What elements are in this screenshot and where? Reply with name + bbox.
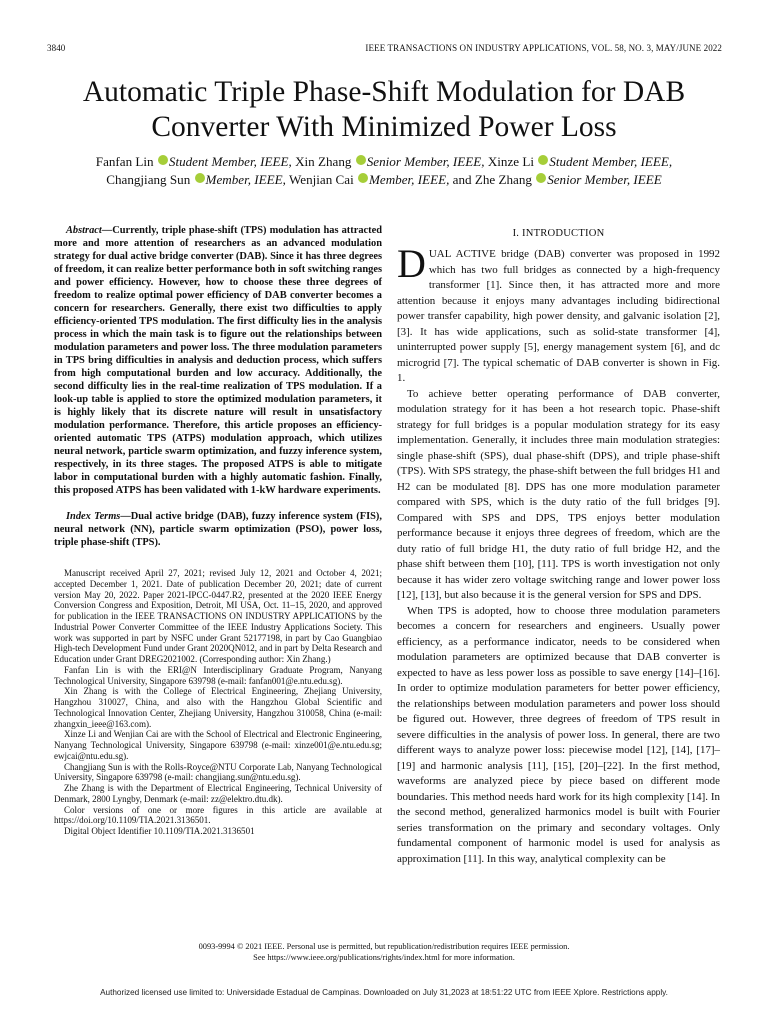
orcid-icon[interactable] [356,155,366,165]
license-footer: Authorized licensed use limited to: Universidade Estadual de Campinas. Downloaded on July 31,2023 at 18:51:22 UTC from IEEE Xplore. Restrictions apply. [100,988,668,997]
orcid-icon[interactable] [538,155,548,165]
index-terms-label: Index Terms [66,511,121,522]
right-column [397,224,720,867]
paragraph: To achieve better operating performance of DAB converter, modulation strategy for it has been a hot research topic. Phase-shift strategy for full bridges is a popular modulation strategy for its easy implementation. Generally, it includes three main modulation strategies: single phase-shift (SPS), dual phase-shift (DPS), and triple phase-shift (TPS). With SPS strategy, the phase-shift between the full bridges H1 and H2 can be modulated [8]. DPS has one more modulation parameter compared with SPS, which is the duty ratio of the full bridges [9]. Compared with SPS and DPS, TPS enjoys better modulation performance because it enjoys three degrees of freedom, which are the duty ratio of full bridge H1, the duty ratio of full bridge H2, and the phase shift between them [10], [11]. TPS is worth investigation not only because it has wider zero voltage switching range and lower power loss [12], [13], but also because it is the general version for SPS and DPS. [397,387,720,601]
author-role: Senior Member, IEEE [547,172,662,187]
journal-header: IEEE TRANSACTIONS ON INDUSTRY APPLICATIONS, VOL. 58, NO. 3, MAY/JUNE 2022 [365,43,722,53]
footnote: Fanfan Lin is with the ERI@N Interdisciplinary Graduate Program, Nanyang Technological University, Singapore 639798 (e-mail: fanfan001@e.ntu.edu.sg). [54,664,382,686]
paragraph: DUAL ACTIVE bridge (DAB) converter was proposed in 1992 which has two full bridges as connected by a high-frequency transformer [1]. Since then, it has attracted more and more attention because it enjoys many advantages including bidirectional power transfer capability, high power density, and galvanic isolation [2], [3]. It has wide applications, such as solid-state transformer [4], uninterrupted power supply [5], energy management system [6], and dc microgrid [7]. The typical schematic of DAB converter is shown in Fig. 1. [397,241,720,384]
footnote: Xin Zhang is with the College of Electrical Engineering, Zhejiang University, Hangzhou 310027, China, and also with the Hangzhou Global Scientific and Technological Innovation Center, Zhejiang University, Hangzhou 310058, China (e-mail: zhangxin_ieee@163.com). [54,686,382,729]
paragraph: When TPS is adopted, how to choose three modulation parameters becomes a concern for researchers and engineers. Usually power efficiency, as a performance indicator, needs to be considered when modulation parameters are optimized because that DAB converter is expected to have as less power loss as possible to save energy [14]–[16]. In order to optimize modulation parameters for better power efficiency, the relationships between modulation parameters and power loss should be figured out. However, three degrees of freedom of TPS result in severe difficulties in the analysis of power loss. In general, there are two different ways to analyze power loss: piecewise model [12], [14], [17]–[19] and harmonic analysis [11], [15], [20]–[22]. In the first method, waveforms are analyzed piece by piece based on different mode boundaries. This method needs hard work for its high complexity [14]. In the second method, generalized harmonics model is built with Fourier series transformation on the primary and secondary voltages. Only fundamental component of harmonic model is used for analysis as approximation [11]. In this way, analytical complexity can be [397,604,720,865]
orcid-icon[interactable] [358,173,368,183]
footnote: Digital Object Identifier 10.1109/TIA.2021.3136501 [64,826,255,836]
index-terms [54,510,382,549]
orcid-icon[interactable] [195,173,205,183]
orcid-icon[interactable] [536,173,546,183]
footnote: Zhe Zhang is with the Department of Electrical Engineering, Technical University of Denmark, 2800 Lyngby, Denmark (e-mail: zz@elektro.dtu.dk). [54,783,382,804]
orcid-icon[interactable] [158,155,168,165]
author-role: Student Member, IEEE, [549,154,673,169]
author-name: Zhe Zhang [474,172,532,187]
index-terms-text: —Dual active bridge (DAB), fuzzy inference system (FIS), neural network (NN), particle swarm optimization (PSO), power loss, triple phase-shift (TPS). [54,511,382,548]
copyright-line-1: 0093-9994 © 2021 IEEE. Personal use is permitted, but republication/redistribution requires IEEE permission. [198,942,570,951]
copyright-notice [40,941,728,963]
footnote: Changjiang Sun is with the Rolls-Royce@NTU Corporate Lab, Nanyang Technological University, Singapore 639798 (e-mail: changjiang.sun@ntu.edu.sg). [54,761,382,783]
drop-cap: D [397,241,426,286]
section-heading: I. INTRODUCTION [512,228,605,239]
author-role: Member, IEEE, [369,172,450,187]
footnote: Xinze Li and Wenjian Cai are with the School of Electrical and Electronic Engineering, Nanyang Technological University, Singapore 639798 (e-mail: xinze001@e.ntu.edu.sg; ewjcai@ntu.edu.sg). [54,729,382,761]
copyright-line-2: See https://www.ieee.org/publications/rights/index.html for more information. [253,953,515,962]
title-line-1: Automatic Triple Phase-Shift Modulation for DAB [82,76,686,108]
introduction-body [397,241,720,867]
author-name: Changjiang Sun [106,172,191,187]
author-role: Student Member, IEEE, [168,154,292,169]
footnote: Color versions of one or more figures in this article are available at https://doi.org/10.1109/TIA.2021.3136501. [54,804,382,826]
author-role: Member, IEEE, [205,172,286,187]
author-role: Senior Member, IEEE, [366,154,485,169]
author-name: Xin Zhang [295,154,352,169]
left-column [54,224,382,837]
abstract-label: Abstract [66,225,102,236]
footnotes [54,568,382,837]
author-name: Wenjian Cai [288,172,354,187]
title-line-2: Converter With Minimized Power Loss [151,111,617,143]
paper-title [40,75,728,145]
abstract [54,224,382,497]
abstract-text: —Currently, triple phase-shift (TPS) modulation has attracted more and more attention of researchers as an advanced modulation strategy for dual active bridge converter (DAB). Since it has three degrees of freedom, it can realize better performance both in soft switching ranges and power efficiency. However, how to choose these three degrees of freedom to realize optimal power efficiency of DAB converter becomes a concern for researchers. Generally, there exist two difficulties to apply efficiency-oriented TPS modulation. The first difficulty lies in the analysis process in which the main task is to figure out the relationships between modulation parameters and power loss. The three modulation parameters in TPS bring difficulties in analysis and deduction process, which suffers from high computational burden and low accuracy. Additionally, the second difficulty lies in the real-time realization of TPS modulation. If a look-up table is applied to store the optimized modulation parameters, it is highly likely that its discrete nature will result in unsatisfactory modulation performance. Therefore, this article proposes an efficiency-oriented automatic TPS (ATPS) modulation approach, which utilizes neural network, particle swarm optimization, and fuzzy inference system, respectively, in its three stages. The proposed ATPS is able to mitigate labor in computational burden with a highly automatic fashion. Finally, this proposed ATPS has been validated with 1-kW hardware experiments. [54,225,382,496]
page-number: 3840 [47,43,66,53]
author-name: Xinze Li [487,154,535,169]
footnote: Manuscript received April 27, 2021; revised July 12, 2021 and October 4, 2021; accepted December 1, 2021. Date of publication December 20, 2021; date of current version May 20, 2022. Paper 2021-IPCC-0447.R2, presented at the 2020 IEEE Energy Conversion Congress and Exposition, Detroit, MI USA, Oct. 11–15, 2020, and approved for publication in the IEEE TRANSACTIONS ON INDUSTRY APPLICATIONS by the Industrial Power Converter Committee of the IEEE Industry Applications Society. This work was supported in part by NSFC under Grant 52177198, in part by Cao Guangbiao High-tech Development Fund under Grant 2020QN012, and in part by Delta Research and Education under Grant DREG2021002. (Corresponding author: Xin Zhang.) [54,568,382,664]
author-name: Fanfan Lin [95,154,154,169]
author-conjunction: and [452,172,472,187]
author-list [40,153,728,189]
